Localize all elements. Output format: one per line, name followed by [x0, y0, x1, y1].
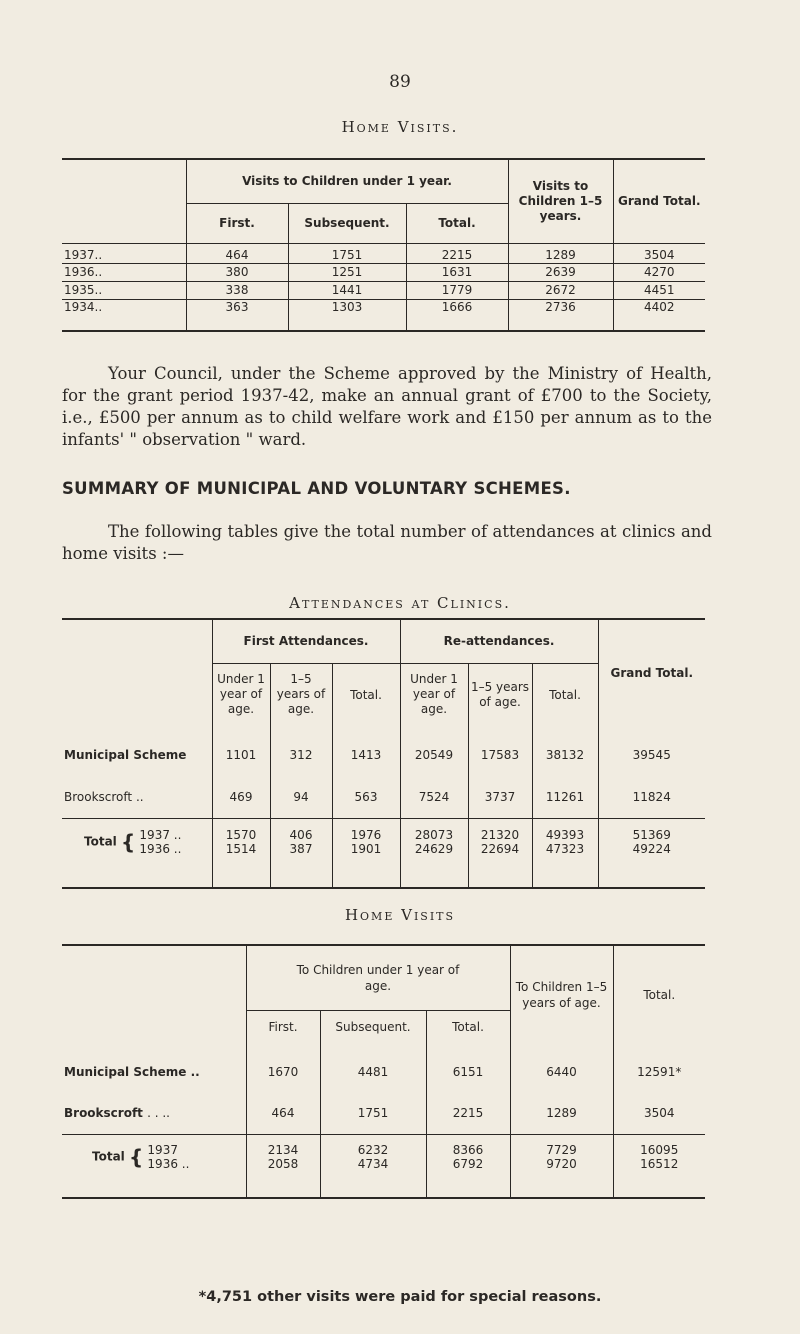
cell-subsequent	[320, 1134, 426, 1180]
totals-row	[62, 818, 705, 866]
cell-first: 464	[186, 243, 288, 263]
brace-glyph: {	[128, 1145, 144, 1170]
value: 16512	[640, 1157, 679, 1172]
attendances-caption: Attendances at Clinics.	[289, 594, 511, 612]
cell-grand-total	[598, 818, 705, 866]
value: 22694	[480, 842, 520, 857]
cell-re-under-1	[400, 818, 468, 866]
total-year: 1937	[147, 1143, 178, 1158]
total-years	[139, 828, 181, 856]
total-years	[147, 1143, 189, 1171]
cell-total: 6151	[426, 1044, 510, 1092]
header-first-attendances: First Attendances.	[212, 619, 400, 663]
row-year: 1937	[64, 248, 95, 262]
value: 8366	[452, 1143, 484, 1158]
row-label: Municipal Scheme	[64, 1065, 187, 1079]
cell-first-total: 563	[332, 776, 400, 818]
value: 49393	[545, 828, 585, 843]
row-label: Brookscroft	[64, 1105, 143, 1120]
header-to-children-1-5: To Children 1–5 years of age.	[510, 945, 613, 1044]
cell-first: 380	[186, 263, 288, 281]
value: 16095	[640, 1143, 679, 1158]
cell-grand-total: 12591*	[613, 1044, 705, 1092]
value: 387	[289, 842, 313, 857]
cell-total: 1779	[406, 281, 508, 299]
cell-re-under-1: 20549	[400, 726, 468, 776]
cell-grand-total	[613, 1134, 705, 1180]
footnote: *4,751 other visits were paid for special reasons.	[198, 1289, 602, 1305]
value: 1514	[225, 842, 257, 857]
cell-first-1-5: 94	[270, 776, 332, 818]
cell-visits-1-5: 2639	[508, 263, 613, 281]
cell-re-total: 11261	[532, 776, 598, 818]
cell-total	[426, 1134, 510, 1180]
value: 7729	[546, 1143, 577, 1158]
value: 406	[289, 828, 313, 843]
value: 2058	[267, 1157, 299, 1172]
header-visits-under-1: Visits to Children under 1 year.	[186, 159, 508, 203]
value: 1976	[350, 828, 382, 843]
cell-to-1-5: 1289	[510, 1092, 613, 1134]
cell-grand-total: 39545	[598, 726, 705, 776]
cell-subsequent: 1751	[320, 1092, 426, 1134]
total-year: 1937	[139, 828, 170, 843]
cell-first: 464	[246, 1092, 320, 1134]
header-blank	[62, 619, 212, 726]
cell-first-1-5: 312	[270, 726, 332, 776]
home-visits-table	[62, 158, 705, 332]
cell-first-total	[332, 818, 400, 866]
table-row	[62, 726, 705, 776]
cell-to-1-5: 6440	[510, 1044, 613, 1092]
cell-grand-total: 11824	[598, 776, 705, 818]
header-under-1: Under 1 year of age.	[400, 663, 468, 726]
cell-first: 338	[186, 281, 288, 299]
row-dots: ..	[94, 283, 103, 297]
cell-first-under-1: 469	[212, 776, 270, 818]
totals-label-cell	[62, 1134, 246, 1180]
value: 9720	[546, 1157, 577, 1172]
header-subsequent: Subsequent.	[288, 203, 406, 243]
attendances-table	[62, 618, 705, 889]
cell-re-total: 38132	[532, 726, 598, 776]
grant-paragraph	[62, 363, 712, 451]
grant-paragraph-text: Your Council, under the Scheme approved by the Ministry of Health, for the grant period 1937-42, make an annual grant of £700 to the Society, i.e., £500 per annum as to child welfare work and £150 per annum as to the infants' " observation " ward.	[62, 364, 712, 449]
cell-first	[246, 1134, 320, 1180]
header-visits-1-5: Visits to Children 1–5 years.	[508, 159, 613, 243]
row-label: Municipal Scheme	[64, 748, 187, 762]
row-dots: ..	[94, 248, 103, 262]
row-dots: ..	[173, 828, 182, 843]
value: 1570	[225, 828, 257, 843]
header-grand-total: Grand Total.	[613, 159, 705, 243]
cell-re-1-5: 3737	[468, 776, 532, 818]
cell-subsequent: 1303	[288, 299, 406, 331]
table-row	[62, 299, 705, 331]
total-year: 1936	[139, 842, 170, 857]
cell-subsequent: 1751	[288, 243, 406, 263]
value: 1901	[350, 842, 382, 857]
total-label: Total	[84, 834, 117, 849]
row-year: 1936	[64, 265, 95, 279]
value: 47323	[545, 842, 585, 857]
cell-to-1-5	[510, 1134, 613, 1180]
header-to-children-under-1: To Children under 1 year of age.	[246, 945, 510, 1010]
cell-subsequent: 1441	[288, 281, 406, 299]
value: 21320	[480, 828, 520, 843]
section-heading: SUMMARY OF MUNICIPAL AND VOLUNTARY SCHEMES.	[62, 479, 571, 498]
cell-grand-total: 3504	[613, 243, 705, 263]
row-dots: ..	[173, 842, 182, 857]
cell-total: 1666	[406, 299, 508, 331]
row-dots: ..	[135, 789, 144, 804]
intro-paragraph	[62, 521, 712, 565]
row-dots: ..	[94, 299, 103, 314]
cell-visits-1-5: 2672	[508, 281, 613, 299]
row-dots: ..	[190, 1065, 200, 1079]
header-first: First.	[186, 203, 288, 243]
cell-total: 2215	[406, 243, 508, 263]
value: 49224	[632, 842, 671, 857]
table-row	[62, 776, 705, 818]
home-visits-2-table	[62, 944, 705, 1199]
header-total: Total.	[332, 663, 400, 726]
cell-re-under-1: 7524	[400, 776, 468, 818]
table-row	[62, 1044, 705, 1092]
totals-row	[62, 1134, 705, 1180]
header-under-1: Under 1 year of age.	[212, 663, 270, 726]
value: 4734	[357, 1157, 389, 1172]
table-row	[62, 281, 705, 299]
cell-total: 2215	[426, 1092, 510, 1134]
cell-first-total: 1413	[332, 726, 400, 776]
cell-re-total	[532, 818, 598, 866]
header-blank	[62, 159, 186, 243]
total-year: 1936	[147, 1157, 178, 1172]
cell-first-under-1	[212, 818, 270, 866]
cell-subsequent: 4481	[320, 1044, 426, 1092]
header-1-5-years: 1–5 years of age.	[270, 663, 332, 726]
value: 24629	[414, 842, 454, 857]
value: 2134	[267, 1143, 299, 1158]
value: 6232	[357, 1143, 389, 1158]
table-row	[62, 1092, 705, 1134]
cell-grand-total: 4270	[613, 263, 705, 281]
header-total: Total.	[532, 663, 598, 726]
table-row	[62, 243, 705, 263]
header-grand-total: Grand Total.	[598, 619, 705, 726]
totals-label-cell	[62, 818, 212, 866]
header-total-visits: Total.	[613, 945, 705, 1044]
value: 28073	[414, 828, 454, 843]
header-re-attendances: Re-attendances.	[400, 619, 598, 663]
cell-subsequent: 1251	[288, 263, 406, 281]
cell-grand-total: 4402	[613, 299, 705, 331]
page-number: 89	[389, 72, 411, 92]
row-dots: . . ..	[147, 1105, 170, 1120]
cell-first: 1670	[246, 1044, 320, 1092]
cell-re-1-5	[468, 818, 532, 866]
cell-first-under-1: 1101	[212, 726, 270, 776]
home-visits-caption: Home Visits.	[341, 118, 459, 136]
row-dots: ..	[181, 1157, 190, 1172]
intro-paragraph-text: The following tables give the total number of attendances at clinics and home visits :—	[62, 522, 712, 563]
value: 51369	[632, 828, 671, 843]
header-subsequent: Subsequent.	[320, 1010, 426, 1044]
home-visits-2-caption: Home Visits	[344, 906, 456, 924]
row-label: Brookscroft	[64, 789, 133, 804]
header-blank	[62, 945, 246, 1044]
row-year: 1934	[64, 299, 95, 314]
table-row	[62, 263, 705, 281]
row-dots: ..	[94, 265, 103, 279]
header-first: First.	[246, 1010, 320, 1044]
header-1-5-years: 1–5 years of age.	[468, 663, 532, 726]
total-label: Total	[92, 1149, 125, 1164]
cell-visits-1-5: 1289	[508, 243, 613, 263]
value: 6792	[452, 1157, 484, 1172]
cell-grand-total: 3504	[613, 1092, 705, 1134]
cell-total: 1631	[406, 263, 508, 281]
cell-grand-total: 4451	[613, 281, 705, 299]
brace-glyph: {	[120, 830, 136, 855]
cell-visits-1-5: 2736	[508, 299, 613, 331]
cell-first: 363	[186, 299, 288, 331]
cell-re-1-5: 17583	[468, 726, 532, 776]
cell-first-1-5	[270, 818, 332, 866]
header-total: Total.	[426, 1010, 510, 1044]
header-total: Total.	[406, 203, 508, 243]
row-year: 1935	[64, 283, 95, 297]
